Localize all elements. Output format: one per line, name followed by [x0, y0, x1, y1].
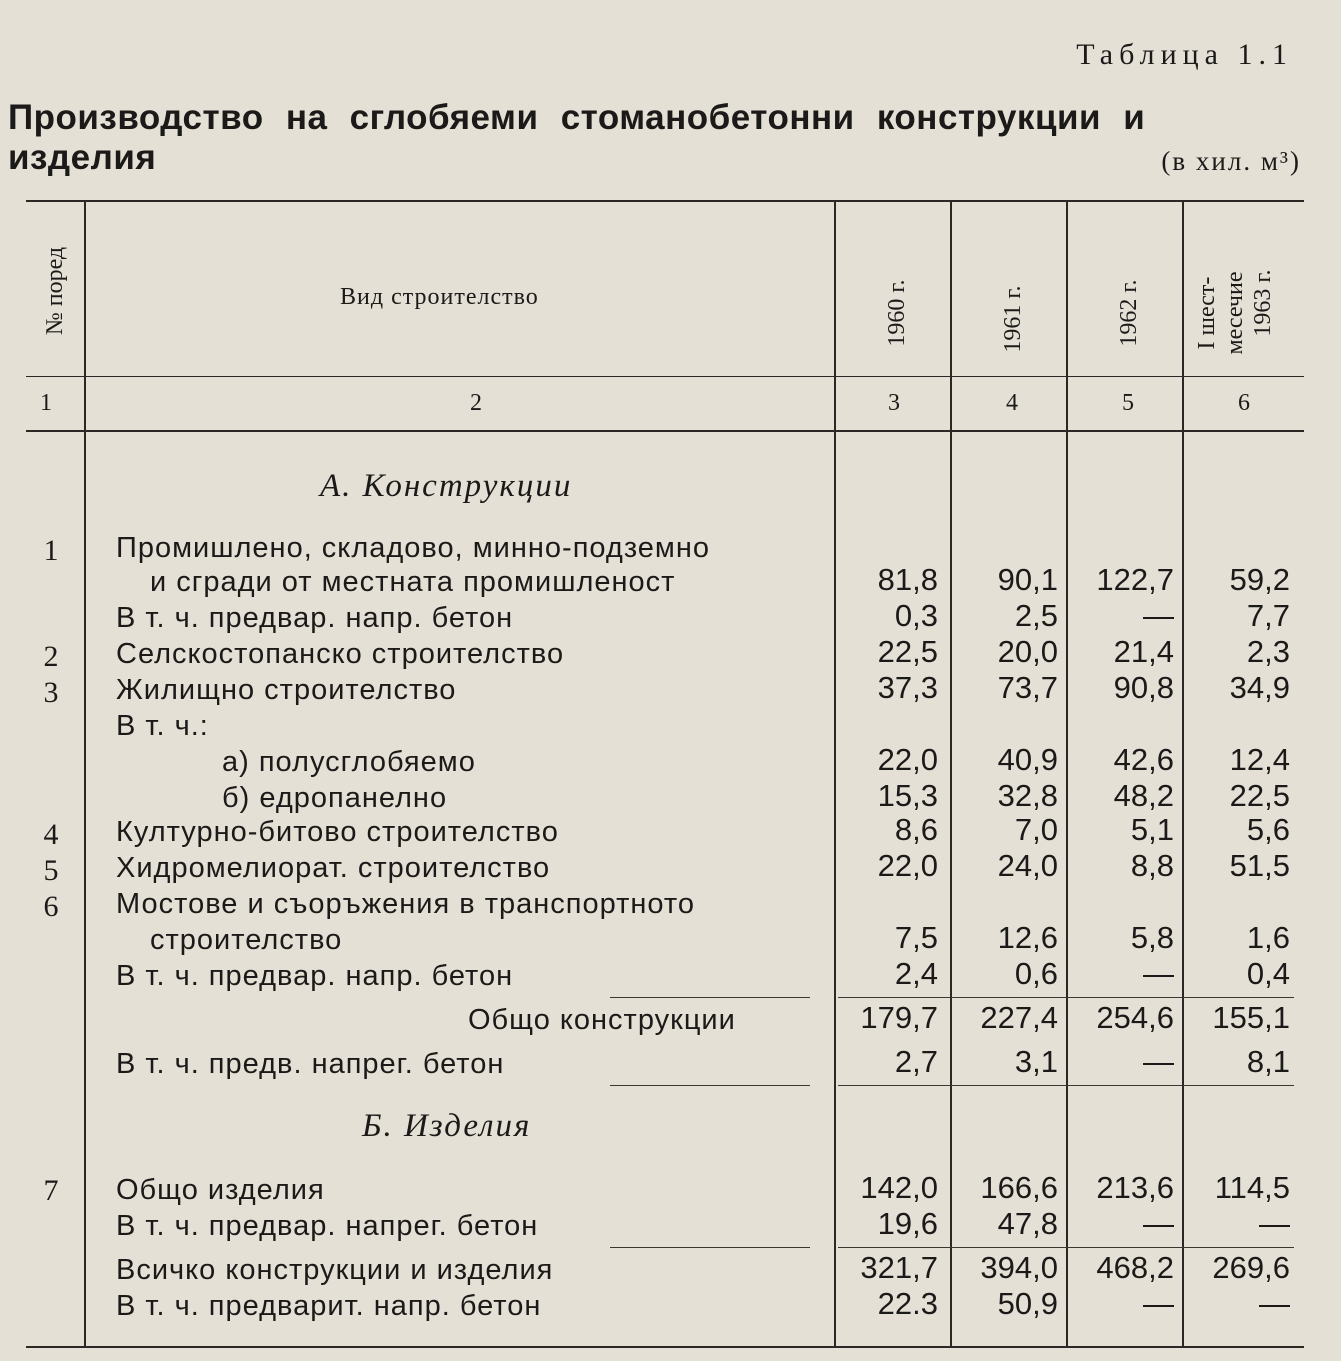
row-label: Жилищно строителство — [116, 674, 457, 706]
row-number: 6 — [43, 890, 59, 923]
cell-1962: 213,6 — [1096, 1170, 1174, 1205]
cell-1960: 22,5 — [877, 634, 938, 669]
section-rule — [610, 1085, 810, 1086]
cell-1960: 7,5 — [894, 920, 938, 955]
cell-1963-half: 7,7 — [1246, 598, 1290, 633]
cell-1962: 90,8 — [1113, 670, 1174, 705]
cell-1961: 12,6 — [997, 920, 1058, 955]
row-label: б) едропанелно — [222, 782, 448, 814]
table-top-rule — [26, 200, 1304, 202]
cell-1963-half: 12,4 — [1229, 742, 1290, 777]
row-number: 1 — [43, 534, 59, 567]
table-title: Производство на сглобяеми стоманобетонни конструкции и изделия — [8, 98, 1146, 177]
cell-1961: 166,6 — [980, 1170, 1058, 1205]
cell-1963-half: — — [1259, 1206, 1290, 1241]
row-number: 7 — [43, 1174, 59, 1207]
row-label: В т. ч.: — [116, 710, 209, 742]
cell-1960: 22.3 — [877, 1286, 938, 1321]
cell-1963-half: 34,9 — [1229, 670, 1290, 705]
cell-1963-half: 22,5 — [1229, 778, 1290, 813]
row-label: В т. ч. предвар. напр. бетон — [116, 960, 514, 992]
row-number: 3 — [43, 676, 59, 709]
cell-1961: 24,0 — [997, 848, 1058, 883]
header-bottom-rule — [26, 430, 1304, 432]
cell-1963-half: 59,2 — [1229, 562, 1290, 597]
section-constructions: А. Конструкции — [320, 468, 573, 504]
cell-1961: 50,9 — [997, 1286, 1058, 1321]
row-label: а) полусглобяемо — [222, 746, 476, 778]
cell-1960: 2,7 — [894, 1044, 938, 1079]
row-label: В т. ч. предвар. напрег. бетон — [116, 1210, 539, 1242]
cell-1960: 142,0 — [860, 1170, 938, 1205]
col-divider-3 — [950, 200, 952, 1346]
cell-1962: — — [1143, 598, 1174, 633]
cell-1962: 468,2 — [1096, 1250, 1174, 1285]
row-label: строителство — [150, 924, 343, 956]
cell-1961: 0,6 — [1014, 956, 1058, 991]
cell-1961: 227,4 — [980, 1000, 1058, 1035]
cell-1963-half: 0,4 — [1246, 956, 1290, 991]
colnum-5: 5 — [1122, 390, 1134, 416]
header-1961: 1961 г. — [1000, 285, 1026, 353]
cell-1963-half: 5,6 — [1246, 812, 1290, 847]
cell-1960: 2,4 — [894, 956, 938, 991]
header-1962: 1962 г. — [1116, 279, 1142, 347]
col-divider-4 — [1066, 200, 1068, 1346]
header-1963-half-line3: 1963 г. — [1250, 269, 1276, 337]
cell-1962: — — [1143, 1286, 1174, 1321]
row-label: В т. ч. предварит. напр. бетон — [116, 1290, 542, 1322]
cell-1962: 122,7 — [1096, 562, 1174, 597]
section-products: Б. Изделия — [362, 1108, 532, 1144]
cell-1962: 254,6 — [1096, 1000, 1174, 1035]
row-number: 4 — [43, 818, 59, 851]
colnum-2: 2 — [470, 390, 482, 416]
row-label: Промишлено, складово, минно-подземно — [116, 532, 710, 564]
cell-1961: 73,7 — [997, 670, 1058, 705]
header-1963-half-line2: месечие — [1222, 271, 1248, 355]
cell-1963-half: 51,5 — [1229, 848, 1290, 883]
cell-1962: 42,6 — [1113, 742, 1174, 777]
cell-1961: 32,8 — [997, 778, 1058, 813]
cell-1962: — — [1143, 1044, 1174, 1079]
cell-1962: — — [1143, 956, 1174, 991]
colnum-4: 4 — [1006, 390, 1018, 416]
cell-1963-half: 1,6 — [1246, 920, 1290, 955]
cell-1961: 47,8 — [997, 1206, 1058, 1241]
cell-1962: 5,1 — [1130, 812, 1174, 847]
row-label: Всичко конструкции и изделия — [116, 1254, 554, 1286]
row-label: Културно-битово строителство — [116, 816, 559, 848]
header-construction-type: Вид строителство — [340, 284, 539, 310]
cell-1961: 394,0 — [980, 1250, 1058, 1285]
grand-total-rule — [838, 1247, 1294, 1248]
cell-1962: 5,8 — [1130, 920, 1174, 955]
row-label: В т. ч. предв. напрег. бетон — [116, 1048, 505, 1080]
cell-1963-half: 155,1 — [1212, 1000, 1290, 1035]
col-divider-2 — [834, 200, 836, 1346]
colnum-1: 1 — [40, 390, 52, 416]
subtotal-rule — [610, 997, 810, 998]
row-label: В т. ч. предвар. напр. бетон — [116, 602, 514, 634]
col-divider-5 — [1182, 200, 1184, 1346]
header-number-rule — [26, 376, 1304, 377]
colnum-3: 3 — [888, 390, 900, 416]
row-label: Мостове и съоръжения в транспортното — [116, 888, 695, 920]
row-number: 5 — [43, 854, 59, 887]
row-label: Хидромелиорат. строителство — [116, 852, 551, 884]
cell-1960: 8,6 — [894, 812, 938, 847]
header-1963-half-line1: I шест- — [1194, 276, 1220, 350]
cell-1963-half: 8,1 — [1246, 1044, 1290, 1079]
colnum-6: 6 — [1238, 390, 1250, 416]
cell-1960: 81,8 — [877, 562, 938, 597]
header-1960: 1960 г. — [884, 279, 910, 347]
cell-1962: 48,2 — [1113, 778, 1174, 813]
cell-1960: 19,6 — [877, 1206, 938, 1241]
cell-1961: 7,0 — [1014, 812, 1058, 847]
table-bottom-rule — [26, 1346, 1304, 1348]
unit-note: (в хил. м³) — [1161, 146, 1301, 176]
grand-total-rule — [610, 1247, 810, 1248]
cell-1963-half: — — [1259, 1286, 1290, 1321]
row-label: Селскостопанско строителство — [116, 638, 565, 670]
header-row-number: № поред — [42, 246, 68, 336]
cell-1963-half: 269,6 — [1212, 1250, 1290, 1285]
cell-1963-half: 2,3 — [1246, 634, 1290, 669]
cell-1961: 20,0 — [997, 634, 1058, 669]
cell-1961: 3,1 — [1014, 1044, 1058, 1079]
subtotal-rule — [838, 997, 1294, 998]
cell-1960: 15,3 — [877, 778, 938, 813]
cell-1962: — — [1143, 1206, 1174, 1241]
cell-1963-half: 114,5 — [1214, 1170, 1290, 1205]
cell-1961: 90,1 — [997, 562, 1058, 597]
cell-1961: 2,5 — [1014, 598, 1058, 633]
row-label: Общо изделия — [116, 1174, 325, 1206]
col-divider-1 — [84, 200, 86, 1346]
cell-1962: 21,4 — [1113, 634, 1174, 669]
row-label: и сгради от местната промишленост — [150, 566, 676, 598]
row-number: 2 — [43, 640, 59, 673]
cell-1960: 37,3 — [877, 670, 938, 705]
cell-1961: 40,9 — [997, 742, 1058, 777]
row-label: Общо конструкции — [468, 1004, 736, 1036]
cell-1960: 22,0 — [877, 848, 938, 883]
section-rule — [838, 1085, 1294, 1086]
cell-1960: 321,7 — [860, 1250, 938, 1285]
table-label: Таблица 1.1 — [1076, 38, 1293, 71]
cell-1962: 8,8 — [1130, 848, 1174, 883]
cell-1960: 0,3 — [894, 598, 938, 633]
cell-1960: 22,0 — [877, 742, 938, 777]
cell-1960: 179,7 — [860, 1000, 938, 1035]
